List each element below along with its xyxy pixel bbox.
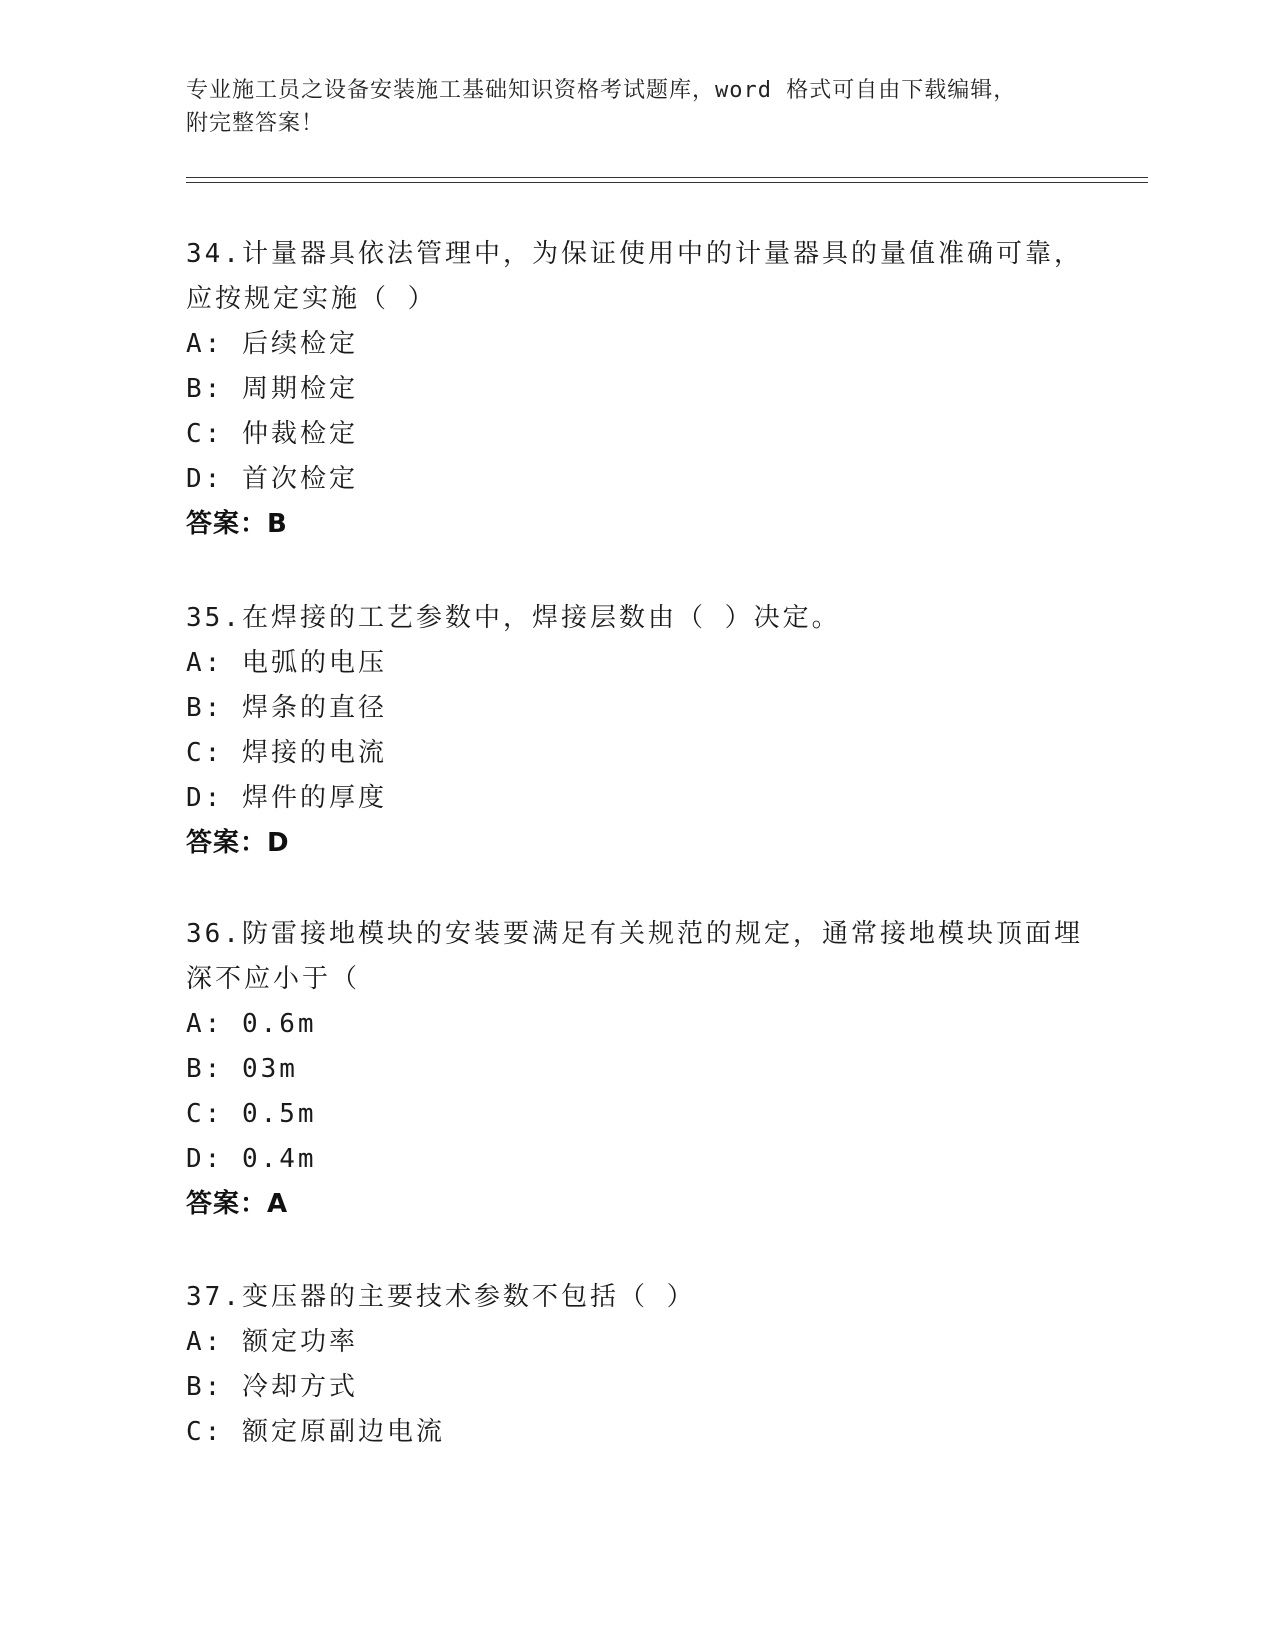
header-divider-bottom xyxy=(186,182,1148,183)
question-stem-line-1: 34.计量器具依法管理中，为保证使用中的计量器具的量值准确可靠， xyxy=(186,239,1083,269)
question-35 xyxy=(186,596,1086,866)
question-34 xyxy=(186,232,1086,547)
document-header xyxy=(186,74,1086,140)
option-c: C: 仲裁检定 xyxy=(186,419,358,449)
option-d: D: 首次检定 xyxy=(186,464,358,494)
option-b: B: 焊条的直径 xyxy=(186,693,387,723)
question-36 xyxy=(186,912,1086,1227)
question-stem-line-2: 应按规定实施（ ） xyxy=(186,284,437,314)
answer: 答案：B xyxy=(186,509,288,539)
question-stem-line-2: 深不应小于（ xyxy=(186,964,361,994)
question-stem-line-1: 35.在焊接的工艺参数中，焊接层数由（ ）决定。 xyxy=(186,603,841,633)
question-stem-line-1: 37.变压器的主要技术参数不包括（ ） xyxy=(186,1282,696,1312)
option-d: D: 焊件的厚度 xyxy=(186,783,387,813)
answer: 答案：A xyxy=(186,1189,289,1219)
option-c: C: 额定原副边电流 xyxy=(186,1417,445,1447)
option-c: C: 焊接的电流 xyxy=(186,738,387,768)
option-b: B: 冷却方式 xyxy=(186,1372,358,1402)
option-a: A: 后续检定 xyxy=(186,329,358,359)
option-d: D: 0.4m xyxy=(186,1144,317,1174)
header-line-1: 专业施工员之设备安装施工基础知识资格考试题库，word 格式可自由下载编辑， xyxy=(186,78,1017,103)
option-b: B: 周期检定 xyxy=(186,374,358,404)
header-line-2: 附完整答案！ xyxy=(186,111,325,136)
header-divider-top xyxy=(186,177,1148,178)
option-b: B: 03m xyxy=(186,1054,298,1084)
option-a: A: 电弧的电压 xyxy=(186,648,387,678)
option-a: A: 0.6m xyxy=(186,1009,317,1039)
answer: 答案：D xyxy=(186,828,290,858)
option-c: C: 0.5m xyxy=(186,1099,317,1129)
option-a: A: 额定功率 xyxy=(186,1327,358,1357)
question-stem-line-1: 36.防雷接地模块的安装要满足有关规范的规定，通常接地模块顶面埋 xyxy=(186,919,1083,949)
question-37 xyxy=(186,1275,1086,1455)
